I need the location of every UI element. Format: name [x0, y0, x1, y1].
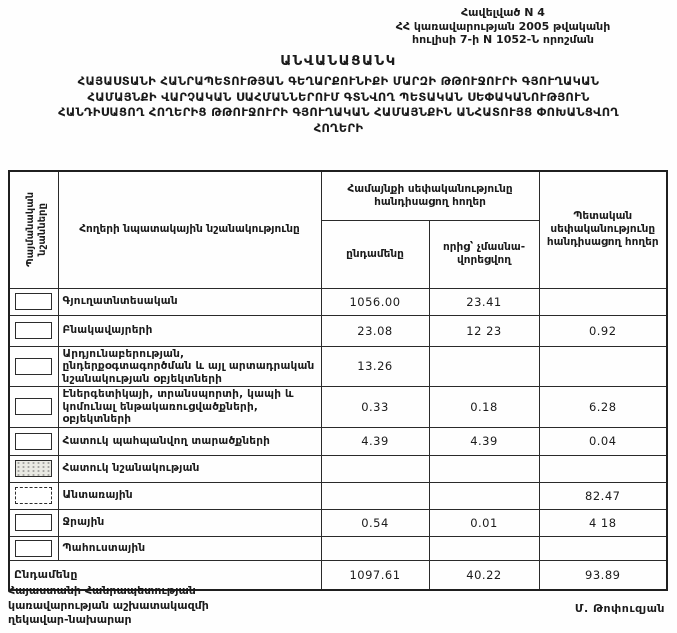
signatory-title-line: կառավարության աշխատակազմի — [8, 598, 209, 612]
purpose-label: Հատուկ նշանակության — [58, 455, 321, 482]
title-line: ՀՈՂԵՐԻ — [313, 120, 364, 135]
value-unprivatized: 4.39 — [429, 427, 539, 455]
table-row — [9, 427, 667, 455]
value-unprivatized: 23.41 — [429, 288, 539, 315]
symbol-cell — [9, 346, 58, 387]
value-total: 0.54 — [321, 509, 429, 536]
purpose-label: Գյուղատնտեսական — [58, 288, 321, 315]
legend-box-icon — [15, 358, 52, 375]
purpose-label: Պահուստային — [58, 536, 321, 560]
symbol-cell — [9, 288, 58, 315]
symbol-cell — [9, 427, 58, 455]
legend-box-dashed-icon — [15, 487, 52, 504]
total-label: Ընդամենը — [9, 560, 321, 590]
table-row — [9, 288, 667, 315]
value-total: 0.33 — [321, 387, 429, 428]
document-title — [0, 53, 677, 136]
value-state: 0.92 — [539, 315, 667, 346]
value-state: 6.28 — [539, 387, 667, 428]
table-row — [9, 536, 667, 560]
table-row — [9, 387, 667, 428]
header-sub-unprivatized: որից՝ չմասնա-վորեցվող — [429, 220, 539, 288]
value-total — [321, 455, 429, 482]
value-state — [539, 455, 667, 482]
annex-line: ՀՀ կառավարության 2005 թվականի — [395, 19, 611, 33]
value-total: 4.39 — [321, 427, 429, 455]
total-value-total: 1097.61 — [321, 560, 429, 590]
value-unprivatized: 0.01 — [429, 509, 539, 536]
title-line: ՀԱՄԱՅՆՔԻ ՎԱՐՉԱԿԱՆ ՍԱՀՄԱՆՆԵՐՈՒՄ ԳՏՆՎՈՂ ՊԵՏԱԿԱՆ ՍԵՓԱԿԱՆՈՒԹՅՈՒՆ — [87, 89, 590, 104]
legend-box-icon — [15, 398, 52, 415]
symbol-cell — [9, 387, 58, 428]
legend-box-icon — [15, 433, 52, 450]
value-total — [321, 482, 429, 509]
annex-reference — [330, 6, 676, 47]
table-row — [9, 315, 667, 346]
value-total — [321, 536, 429, 560]
purpose-label: Բնակավայրերի — [58, 315, 321, 346]
legend-box-icon — [15, 293, 52, 310]
table-row — [9, 346, 667, 387]
total-value-state: 93.89 — [539, 560, 667, 590]
header-symbols — [9, 171, 58, 288]
legend-box-icon — [15, 514, 52, 531]
value-unprivatized: 12 23 — [429, 315, 539, 346]
vertical-text-wrapper — [14, 173, 59, 286]
signatory-title-block — [8, 584, 209, 628]
value-total: 1056.00 — [321, 288, 429, 315]
value-state: 0.04 — [539, 427, 667, 455]
purpose-label: Ջրային — [58, 509, 321, 536]
value-unprivatized — [429, 536, 539, 560]
legend-box-speckled-icon — [15, 460, 52, 477]
title-heading: ԱՆՎԱՆԱՑԱՆԿ — [280, 53, 397, 69]
purpose-label: Անտառային — [58, 482, 321, 509]
annex-line: Հավելված N 4 — [461, 6, 545, 19]
purpose-label: Հատուկ պահպանվող տարածքների — [58, 427, 321, 455]
header-purpose: Հողերի նպատակային նշանակությունը — [58, 171, 321, 288]
signatory-title-line: ղեկավար-նախարար — [8, 613, 132, 626]
table-row — [9, 482, 667, 509]
symbol-cell — [9, 536, 58, 560]
symbol-cell — [9, 315, 58, 346]
value-unprivatized — [429, 482, 539, 509]
table-row — [9, 455, 667, 482]
title-line: ՀԱՆԴԻՍԱՑՈՂ ՀՈՂԵՐԻՑ ԹԹՈՒՋՈՒՐԻ ԳՅՈՒՂԱԿԱՆ ՀԱՄԱՅՆՔԻՆ ԱՆՀԱՏՈՒՅՑ ՓՈԽԱՆՑՎՈՂ — [58, 105, 619, 119]
value-state: 4 18 — [539, 509, 667, 536]
table-header-row-1 — [9, 171, 667, 220]
value-unprivatized — [429, 346, 539, 387]
table-row — [9, 509, 667, 536]
legend-box-icon — [15, 540, 52, 557]
annex-line: հուլիսի 7-ի N 1052-Ն որոշման — [412, 33, 594, 46]
header-state: Պետական սեփականությունը հանդիսացող հողեր — [539, 171, 667, 288]
purpose-label: Արդյունաբերության, ընդերքօգտագործման և այլ արտադրական նշանակության օբյեկտների — [58, 346, 321, 387]
purpose-label: Էներգետիկայի, տրանսպորտի, կապի և կոմունալ ենթակառուցվածքների, օբյեկտների — [58, 387, 321, 428]
header-symbols-label: Պայմանական նշանները — [25, 192, 48, 268]
land-parcels-table — [8, 170, 668, 591]
legend-box-icon — [15, 322, 52, 339]
value-state: 82.47 — [539, 482, 667, 509]
signatory-title-line: Հայաստանի Հանրապետության — [8, 584, 196, 597]
value-state — [539, 536, 667, 560]
total-value-unprivatized: 40.22 — [429, 560, 539, 590]
header-community-group: Համայնքի սեփականությունը հանդիսացող հողեր — [321, 171, 539, 220]
value-state — [539, 288, 667, 315]
value-total: 13.26 — [321, 346, 429, 387]
value-unprivatized — [429, 455, 539, 482]
title-line: ՀԱՅԱՍՏԱՆԻ ՀԱՆՐԱՊԵՏՈՒԹՅԱՆ ԳԵՂԱՐՔՈՒՆԻՔԻ ՄԱՐԶԻ ԹԹՈՒՋՈՒՐԻ ԳՅՈՒՂԱԿԱՆ — [77, 74, 600, 88]
value-unprivatized: 0.18 — [429, 387, 539, 428]
value-total: 23.08 — [321, 315, 429, 346]
header-sub-total: ընդամենը — [321, 220, 429, 288]
value-state — [539, 346, 667, 387]
symbol-cell — [9, 509, 58, 536]
symbol-cell — [9, 455, 58, 482]
symbol-cell — [9, 482, 58, 509]
signatory-name: Մ. Թոփուզյան — [574, 602, 665, 615]
